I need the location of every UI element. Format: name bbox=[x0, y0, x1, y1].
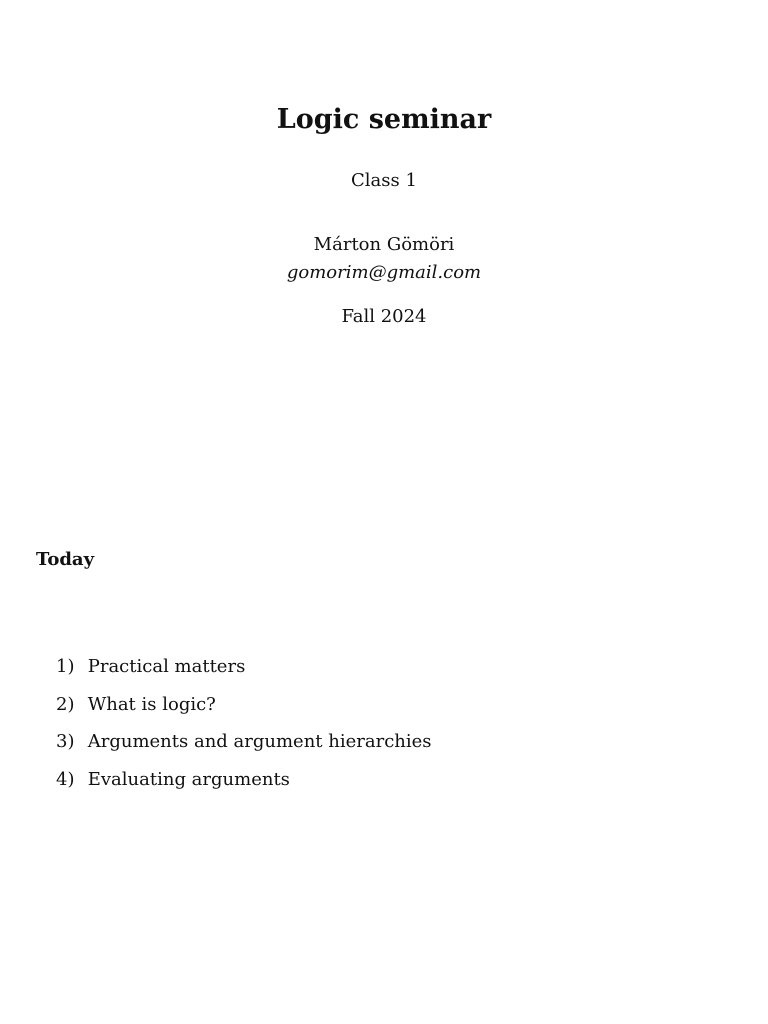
agenda-item-number: 4) bbox=[56, 768, 75, 790]
agenda-item-text: Practical matters bbox=[87, 656, 246, 677]
agenda-item bbox=[56, 729, 432, 767]
agenda-item-number: 3) bbox=[56, 731, 75, 752]
agenda-item-text: What is logic? bbox=[87, 693, 216, 715]
agenda-item bbox=[56, 654, 432, 692]
agenda-item-text: Evaluating arguments bbox=[87, 768, 290, 790]
agenda-list bbox=[56, 654, 432, 804]
agenda-item bbox=[56, 692, 432, 730]
page-title: Logic seminar bbox=[276, 104, 492, 135]
agenda-item-number: 1) bbox=[56, 656, 75, 677]
agenda-item-number: 2) bbox=[56, 693, 75, 715]
date: Fall 2024 bbox=[341, 306, 427, 327]
agenda-item bbox=[56, 767, 432, 805]
author-name: Márton Gömöri bbox=[313, 234, 455, 255]
agenda-item-text: Arguments and argument hierarchies bbox=[87, 731, 432, 752]
class-subtitle: Class 1 bbox=[351, 170, 417, 191]
author-email: gomorim@gmail.com bbox=[286, 262, 482, 283]
today-heading: Today bbox=[36, 549, 95, 570]
